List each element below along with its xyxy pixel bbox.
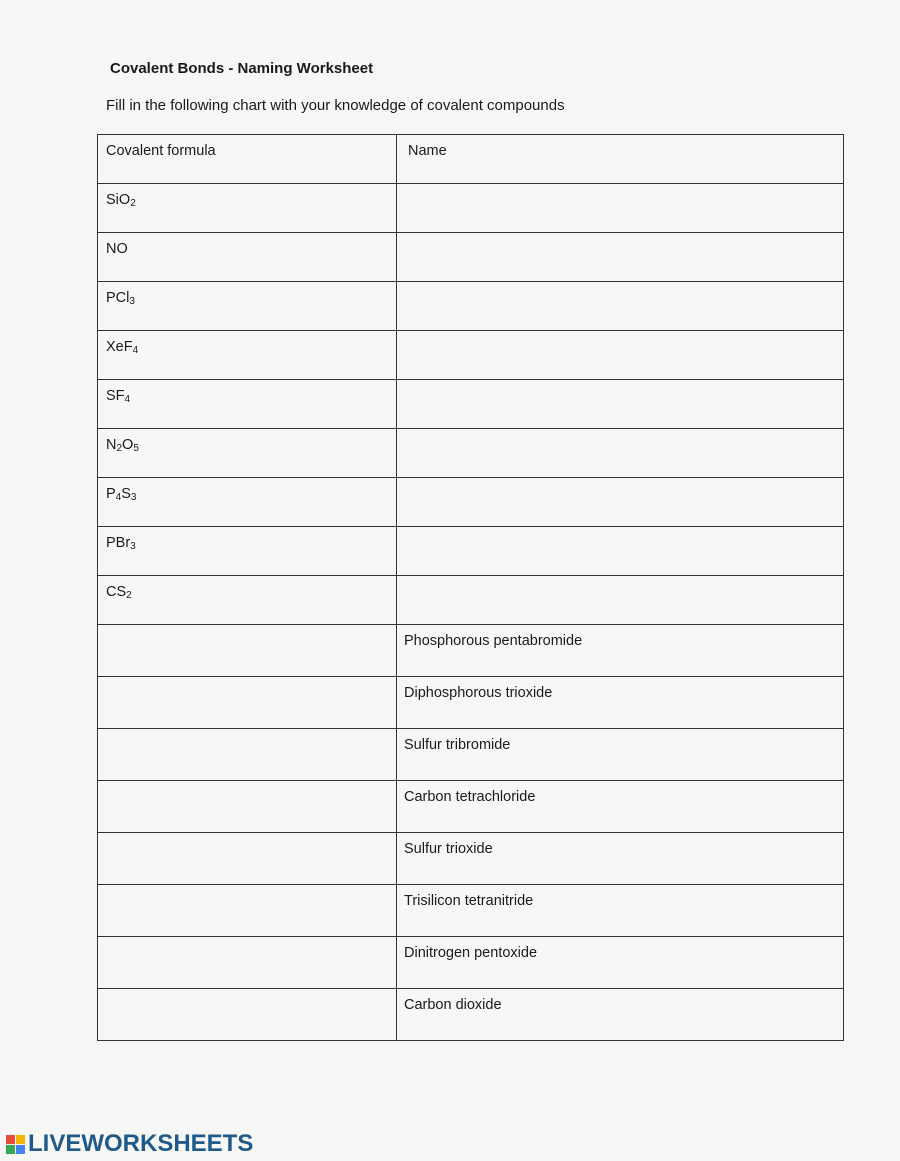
formula-row xyxy=(98,478,844,527)
formula-part: N xyxy=(106,437,117,453)
name-cell: Carbon tetrachloride xyxy=(397,781,844,833)
name-row xyxy=(98,885,844,937)
name-answer-cell[interactable] xyxy=(397,576,844,625)
name-row xyxy=(98,937,844,989)
formula-part: PBr xyxy=(106,535,131,551)
formula-cell xyxy=(98,380,397,429)
formula-part: O xyxy=(122,437,134,453)
name-cell: Sulfur trioxide xyxy=(397,833,844,885)
name-row xyxy=(98,677,844,729)
name-cell: Diphosphorous trioxide xyxy=(397,677,844,729)
formula-subscript: 2 xyxy=(126,590,132,601)
worksheet-title: Covalent Bonds - Naming Worksheet xyxy=(110,60,374,77)
formula-answer-cell[interactable] xyxy=(98,625,397,677)
name-answer-cell[interactable] xyxy=(397,527,844,576)
formula-answer-cell[interactable] xyxy=(98,937,397,989)
formula-cell xyxy=(98,429,397,478)
formula-subscript: 4 xyxy=(132,345,139,356)
formula-subscript: 3 xyxy=(130,541,136,552)
formula-row xyxy=(98,527,844,576)
formula-part: NO xyxy=(106,241,128,257)
formula-row xyxy=(98,233,844,282)
name-cell: Sulfur tribromide xyxy=(397,729,844,781)
formula-row xyxy=(98,380,844,429)
name-answer-cell[interactable] xyxy=(397,429,844,478)
formula-part: SF xyxy=(106,388,125,404)
formula-subscript: 4 xyxy=(124,394,131,405)
name-cell: Phosphorous pentabromide xyxy=(397,625,844,677)
formula-row xyxy=(98,331,844,380)
formula-cell xyxy=(98,527,397,576)
formula-answer-cell[interactable] xyxy=(98,729,397,781)
formula-part: Si xyxy=(106,192,119,208)
formula-answer-cell[interactable] xyxy=(98,833,397,885)
formula-cell xyxy=(98,478,397,527)
formula-cell xyxy=(98,282,397,331)
name-row xyxy=(98,781,844,833)
header-formula: Covalent formula xyxy=(98,135,397,184)
formula-part: O xyxy=(118,192,131,208)
formula-part: XeF xyxy=(106,339,133,355)
name-answer-cell[interactable] xyxy=(397,184,844,233)
name-row xyxy=(98,625,844,677)
name-answer-cell[interactable] xyxy=(397,282,844,331)
formula-subscript: 4 xyxy=(115,492,122,503)
covalent-chart xyxy=(97,134,844,1041)
formula-subscript: 2 xyxy=(130,198,136,209)
formula-answer-cell[interactable] xyxy=(98,781,397,833)
formula-part: CS xyxy=(106,584,127,600)
name-answer-cell[interactable] xyxy=(397,478,844,527)
name-row xyxy=(98,989,844,1041)
formula-row xyxy=(98,576,844,625)
formula-cell xyxy=(98,576,397,625)
name-row xyxy=(98,833,844,885)
formula-cell xyxy=(98,184,397,233)
liveworksheets-logo xyxy=(6,1130,253,1158)
formula-part: P xyxy=(106,486,116,502)
logo-square xyxy=(16,1145,25,1154)
name-cell: Dinitrogen pentoxide xyxy=(397,937,844,989)
formula-answer-cell[interactable] xyxy=(98,885,397,937)
header-row xyxy=(98,135,844,184)
formula-subscript: 3 xyxy=(129,296,135,307)
formula-subscript: 3 xyxy=(130,492,137,503)
formula-cell xyxy=(98,331,397,380)
logo-square xyxy=(6,1145,15,1154)
formula-subscript: 2 xyxy=(116,443,123,454)
formula-answer-cell[interactable] xyxy=(98,989,397,1041)
instructions: Fill in the following chart with your knowledge of covalent compounds xyxy=(106,97,565,114)
name-answer-cell[interactable] xyxy=(397,331,844,380)
formula-cell xyxy=(98,233,397,282)
formula-row xyxy=(98,184,844,233)
logo-square xyxy=(6,1135,15,1144)
logo-icon xyxy=(6,1135,25,1154)
formula-row xyxy=(98,282,844,331)
name-answer-cell[interactable] xyxy=(397,380,844,429)
logo-square xyxy=(16,1135,25,1144)
formula-part: PCl xyxy=(106,290,130,306)
name-cell: Trisilicon tetranitride xyxy=(397,885,844,937)
formula-part: S xyxy=(121,486,131,502)
formula-subscript: 5 xyxy=(133,443,139,454)
name-answer-cell[interactable] xyxy=(397,233,844,282)
name-row xyxy=(98,729,844,781)
brand-name: LIVEWORKSHEETS xyxy=(28,1130,254,1157)
header-name: Name xyxy=(397,135,844,184)
formula-answer-cell[interactable] xyxy=(98,677,397,729)
name-cell: Carbon dioxide xyxy=(397,989,844,1041)
formula-row xyxy=(98,429,844,478)
